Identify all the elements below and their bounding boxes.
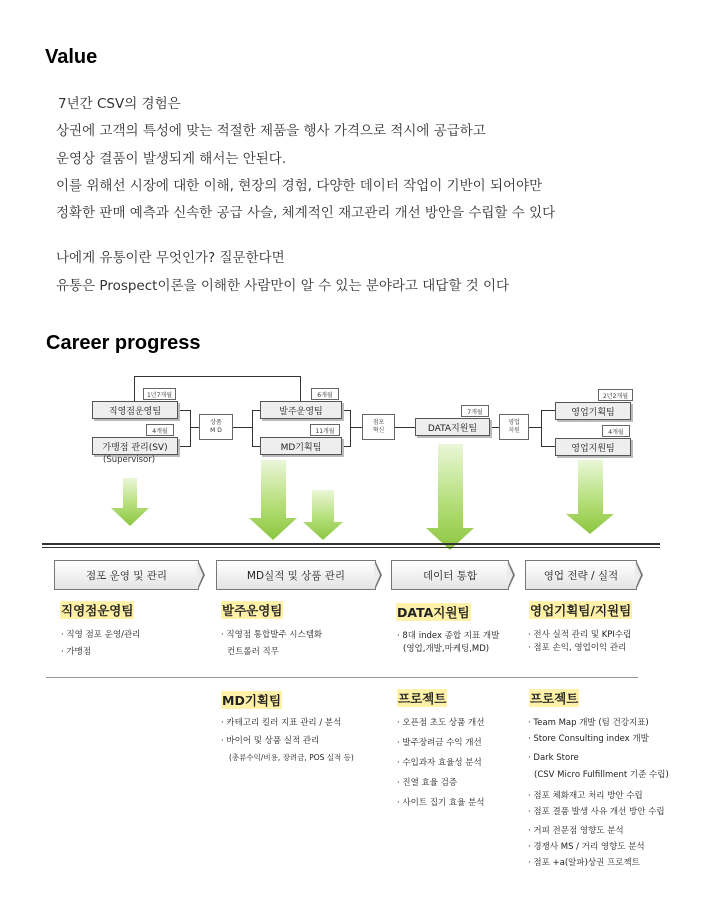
duration-tag: 2년2개월 bbox=[598, 389, 633, 401]
col1-item: · 가맹점 bbox=[61, 647, 92, 657]
col2-team: 발주운영팀 bbox=[222, 603, 283, 618]
col4-team: 영업기획팀/지원팀 bbox=[530, 603, 632, 618]
career-heading: Career progress bbox=[46, 332, 201, 354]
col2-note: (총류수익/비용, 장려금, POS 실적 등) bbox=[229, 753, 354, 762]
col2-item2: · 바이어 및 상품 실적 관리 bbox=[221, 736, 320, 746]
duration-tag: 7개월 bbox=[461, 405, 489, 417]
category-bar: MD실적 및 상품 관리 bbox=[216, 560, 376, 590]
duration-tag: 4개월 bbox=[146, 424, 174, 436]
category-bar: 영업 전략 / 실적 bbox=[525, 560, 637, 590]
col2-item: · 직영점 통합발주 시스템화 bbox=[221, 630, 323, 640]
col4-item2: · 점포 체화재고 처리 방안 수립 bbox=[528, 791, 643, 801]
supervisor-label: (Supervisor) bbox=[103, 455, 156, 465]
transition-box: 점포 혁신 bbox=[362, 414, 395, 440]
category-bar: 점포 운영 및 관리 bbox=[54, 560, 199, 590]
col3-team2: 프로젝트 bbox=[398, 691, 447, 706]
value-line: 상권에 고객의 특성에 맞는 적절한 제품을 행사 가격으로 적시에 공급하고 bbox=[56, 123, 486, 139]
duration-tag: 6개월 bbox=[311, 388, 339, 400]
bar-tip bbox=[197, 561, 203, 589]
value-line: 운영상 결품이 발생되게 해서는 안된다. bbox=[56, 151, 287, 167]
transition-box: 상품 M D bbox=[199, 414, 233, 440]
col2-team2: MD기획팀 bbox=[222, 693, 282, 708]
duration-tag: 4개월 bbox=[602, 425, 630, 437]
category-bar: 데이터 통합 bbox=[391, 560, 509, 590]
org-box-ordering-team: 발주운영팀 bbox=[260, 401, 342, 419]
col4-item2: · Dark Store bbox=[528, 753, 579, 763]
bar-tip bbox=[374, 561, 380, 589]
divider bbox=[42, 547, 660, 548]
col3-item: (영업,개발,마케팅,MD) bbox=[403, 644, 490, 654]
col3-item2: · 진열 효율 검증 bbox=[397, 778, 458, 788]
col4-item2: (CSV Micro Fulfillment 기준 수립) bbox=[534, 770, 669, 780]
col4-item2: · Team Map 개발 (팀 건강지표) bbox=[528, 718, 649, 728]
arrow-icon bbox=[111, 478, 149, 526]
value-heading: Value bbox=[45, 46, 98, 68]
org-box-franchise-sv: 가맹점 관리(SV) bbox=[92, 437, 178, 455]
col2-item: 컨트롤러 직무 bbox=[227, 647, 279, 657]
bar-tip bbox=[507, 561, 513, 589]
arrow-icon bbox=[426, 444, 474, 550]
col3-team: DATA지원팀 bbox=[397, 605, 470, 620]
arrow-icon bbox=[249, 460, 297, 540]
col3-item2: · 수입과자 효율성 분석 bbox=[397, 758, 482, 768]
value-line: 유통은 Prospect이론을 이해한 사람만이 알 수 있는 분야라고 대답할 것 이다 bbox=[56, 278, 510, 294]
value-line: 정확한 판매 예측과 신속한 공급 사슬, 체계적인 재고관리 개선 방안을 수립할 수 있다 bbox=[56, 205, 556, 221]
col4-item: · 전사 실적 관리 및 KPI수립 bbox=[528, 630, 632, 640]
col1-team: 직영점운영팀 bbox=[61, 603, 134, 618]
org-box-sales-planning-team: 영업기획팀 bbox=[555, 402, 631, 420]
bar-tip bbox=[635, 561, 641, 589]
col3-item2: · 오픈점 초도 상품 개선 bbox=[397, 718, 485, 728]
section-divider bbox=[46, 677, 638, 678]
col3-item: · 8대 index 종합 지표 개발 bbox=[397, 631, 500, 641]
duration-tag: 1년7개월 bbox=[143, 388, 176, 400]
org-box-direct-store-team: 직영점운영팀 bbox=[92, 401, 178, 419]
col4-item: · 점포 손익, 영업이익 관리 bbox=[528, 643, 627, 653]
org-box-data-support-team: DATA지원팀 bbox=[415, 418, 490, 436]
value-line: 7년간 CSV의 경험은 bbox=[58, 96, 181, 112]
org-box-md-planning-team: MD기획팀 bbox=[260, 437, 342, 455]
col4-item2: · 경쟁사 MS / 거리 영향도 분석 bbox=[528, 842, 645, 852]
col4-item2: · 점포 +a(알파)상권 프로젝트 bbox=[528, 858, 640, 868]
col4-item2: · Store Consulting index 개발 bbox=[528, 734, 649, 744]
org-box-sales-support-team: 영업지원팀 bbox=[555, 438, 631, 456]
col3-item2: · 발주장려금 수익 개선 bbox=[397, 738, 482, 748]
arrow-icon bbox=[303, 490, 343, 540]
col3-item2: · 사이트 집기 효율 분석 bbox=[397, 798, 485, 808]
value-line: 나에게 유통이란 무엇인가? 질문한다면 bbox=[56, 250, 285, 266]
value-line: 이를 위해선 시장에 대한 이해, 현장의 경험, 다양한 데이터 작업이 기반이 되어야만 bbox=[56, 178, 543, 194]
transition-box: 영업 지원 bbox=[499, 414, 529, 440]
col1-item: · 직영 점포 운영/관리 bbox=[61, 630, 141, 640]
col2-item2: · 카테고리 킬러 지표 관리 / 분석 bbox=[221, 718, 342, 728]
col4-item2: · 점포 결품 발생 사유 개선 방안 수립 bbox=[528, 807, 665, 817]
col4-team2: 프로젝트 bbox=[530, 691, 579, 706]
duration-tag: 11개월 bbox=[310, 424, 340, 436]
col4-item2: · 거피 전문점 영향도 분석 bbox=[528, 826, 624, 836]
divider bbox=[42, 543, 660, 545]
arrow-icon bbox=[566, 460, 614, 534]
